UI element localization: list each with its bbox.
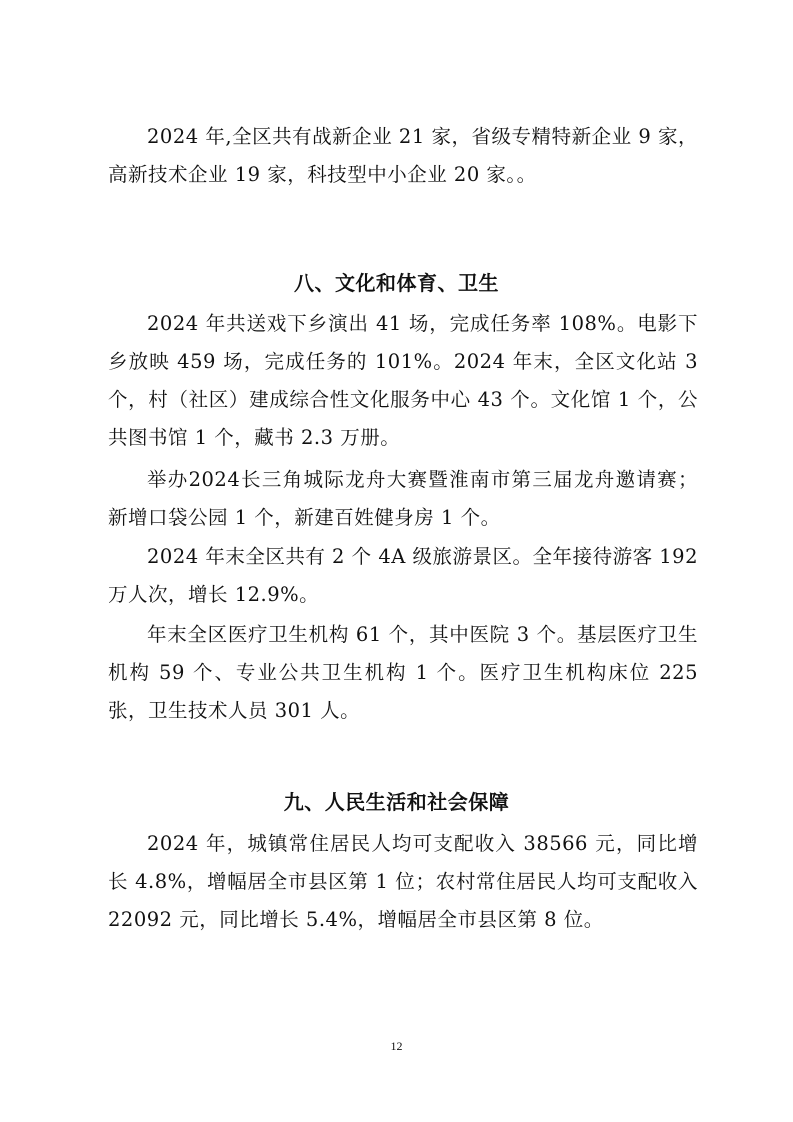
- paragraph-income: 2024 年，城镇常住居民人均可支配收入 38566 元，同比增长 4.8%，增幅居全市县区第 1 位；农村常住居民人均可支配收入 22092 元，同比增长 5.4%，增幅居全市县区第 8 位。: [108, 832, 698, 931]
- section-heading-livelihood: 九、人民生活和社会保障: [283, 790, 510, 814]
- paragraph-health: 年末全区医疗卫生机构 61 个，其中医院 3 个。基层医疗卫生机构 59 个、专业公共卫生机构 1 个。医疗卫生机构床位 225 张，卫生技术人员 301 人。: [108, 623, 698, 722]
- paragraph-culture: 2024 年共送戏下乡演出 41 场，完成任务率 108%。电影下乡放映 459 场，完成任务的 101%。2024 年末，全区文化站 3 个，村（社区）建成综合性文化服务中心 43 个。文化馆 1 个，公共图书馆 1 个，藏书 2.3 万册。: [108, 312, 698, 449]
- paragraph-sports: 举办2024长三角城际龙舟大赛暨淮南市第三届龙舟邀请赛；新增口袋公园 1 个，新建百姓健身房 1 个。: [108, 468, 698, 529]
- page-number: 12: [390, 1039, 403, 1053]
- section-heading-culture: 八、文化和体育、卫生: [294, 271, 499, 295]
- paragraph-enterprises: 2024 年,全区共有战新企业 21 家，省级专精特新企业 9 家，高新技术企业 19 家，科技型中小企业 20 家。。: [108, 125, 698, 186]
- paragraph-tourism: 2024 年末全区共有 2 个 4A 级旅游景区。全年接待游客 192 万人次，增长 12.9%。: [108, 545, 698, 606]
